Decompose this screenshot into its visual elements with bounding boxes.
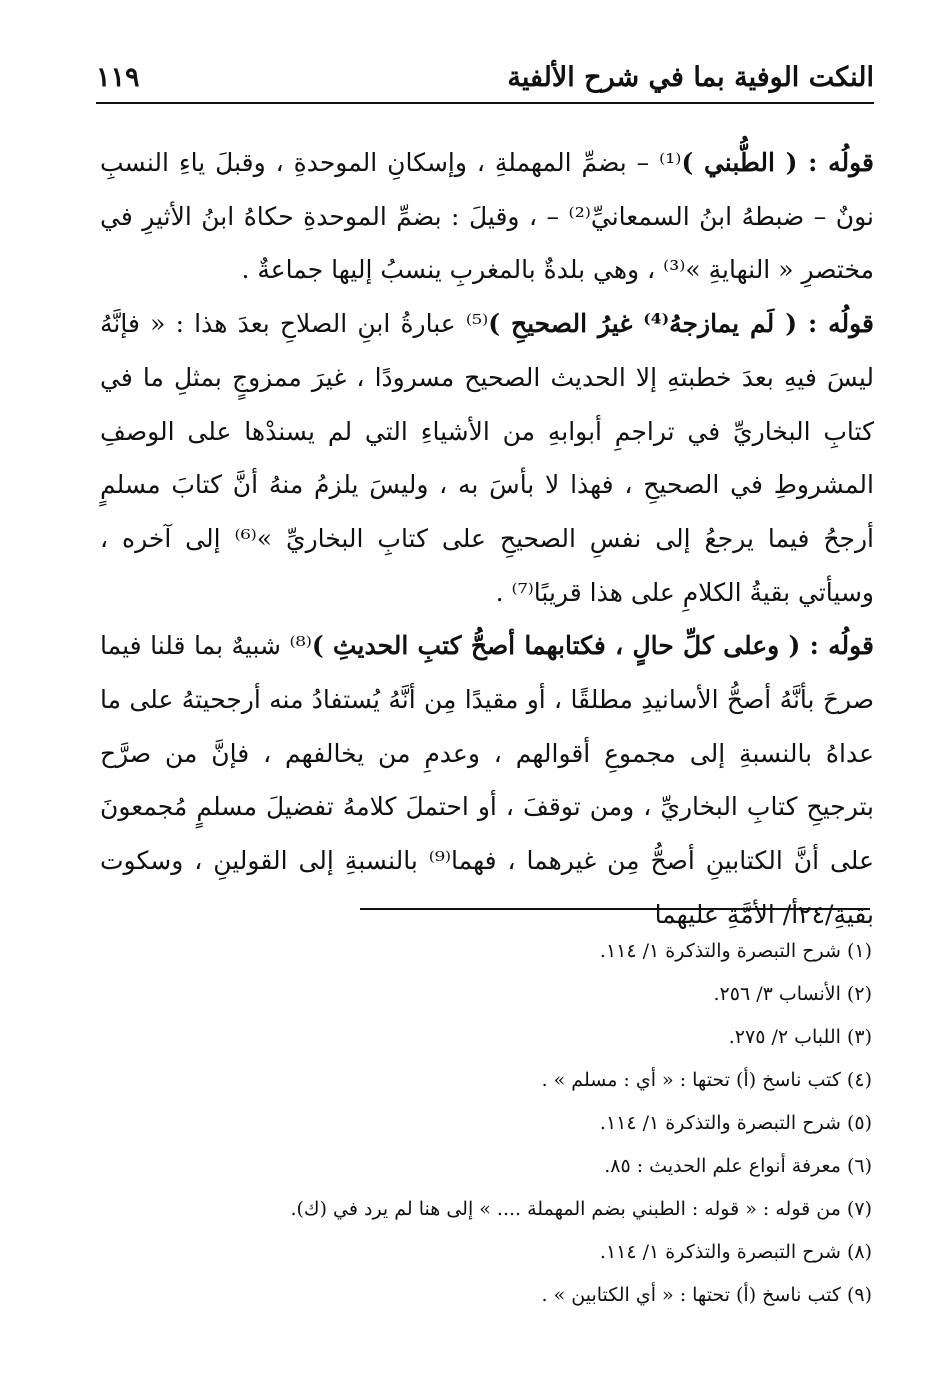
quoted-heading: قولُه : ( لَم يمازجهُ⁽⁴⁾ غيرُ الصحيحِ ) [488,309,874,339]
paragraph-3 [100,619,874,941]
footnote: (٣) اللباب ٢/ ٢٧٥. [728,1026,872,1048]
footnote: (٩) كتب ناسخ (أ) تحتها : « أي الكتابين » . [541,1284,872,1306]
footnote: (٦) معرفة أنواع علم الحديث : ٨٥. [604,1155,872,1177]
footnote: (٥) شرح التبصرة والتذكرة ١/ ١١٤. [599,1112,872,1134]
footnote: (١) شرح التبصرة والتذكرة ١/ ١١٤. [599,940,872,962]
quoted-heading: قولُه : ( الطُّبني ) [681,148,874,177]
footnote-separator [360,908,870,910]
footnotes [100,930,872,1317]
footnote: (٢) الأنساب ٣/ ٢٥٦. [713,983,872,1005]
paragraph-1 [100,136,874,297]
main-text [100,136,874,942]
paragraph-text: ⁽⁵⁾ عبارةُ ابنِ الصلاحِ بعدَ هذا : « فإنَّهُ ليسَ فيهِ بعدَ خطبتهِ إلا الحديث الصحيح مسرودًا ، غيرَ ممزوجٍ بمثلِ ما في كتابِ البخاريِّ في تراجمِ أبوابهِ من الأشياءِ التي لم يسندْها على الوصفِ المشروطِ في الصحيحِ ، فهذا لا بأسَ به ، وليسَ يلزمُ منهُ أنَّ كتابَ مسلمٍ أرجحُ فيما يرجعُ إلى نفسِ الصحيحِ على كتابِ البخاريِّ »⁽⁶⁾ إلى آخره ، وسيأتي بقيةُ الكلامِ على هذا قريبًا⁽⁷⁾ . [100,309,874,607]
page-number: ١١٩ [96,62,140,93]
footnote: (٨) شرح التبصرة والتذكرة ١/ ١١٤. [599,1241,872,1263]
running-header [96,58,874,104]
footnote: (٧) من قوله : « قوله : الطبني بضم المهملة .... » إلى هنا لم يرد في (ك). [290,1198,872,1220]
paragraph-2 [100,297,874,619]
paragraph-text: ⁽¹⁾ – بضمِّ المهملةِ ، وإسكانِ الموحدةِ ، وقبلَ ياءِ النسبِ نونٌ – ضبطهُ ابنُ السمعانيِّ⁽²⁾ – ، وقيلَ : بضمِّ الموحدةِ حكاهُ ابنُ الأثيرِ في مختصرِ « النهايةِ »⁽³⁾ ، وهي بلدةٌ بالمغربِ ينسبُ إليها جماعةٌ . [100,148,874,285]
footnote: (٤) كتب ناسخ (أ) تحتها : « أي : مسلم » . [541,1069,872,1091]
paragraph-text: ⁽⁸⁾ شبيهٌ بما قلنا فيما صرحَ بأنَّهُ أصحُّ الأسانيدِ مطلقًا ، أو مقيدًا مِن أنَّهُ يُستفادُ منه أرجحيتهُ على ما عداهُ بالنسبةِ إلى مجموعِ أقوالهم ، وعدمِ من يخالفهم ، فإنَّ من صرَّح بترجيحِ كتابِ البخاريِّ ، ومن توقفَ ، أو احتملَ كلامهُ تفضيلَ مسلمٍ مُجمعونَ على أنَّ الكتابينِ أصحُّ مِن غيرهما ، فهما⁽⁹⁾ بالنسبةِ إلى القولينِ ، وسكوت بقيةِ/٢٤أ/ الأمَّةِ عليهما [100,631,875,929]
book-title: النكت الوفية بما في شرح الألفية [507,62,874,93]
quoted-heading: قولُه : ( وعلى كلِّ حالٍ ، فكتابهما أصحُّ كتبِ الحديثِ ) [311,631,875,661]
